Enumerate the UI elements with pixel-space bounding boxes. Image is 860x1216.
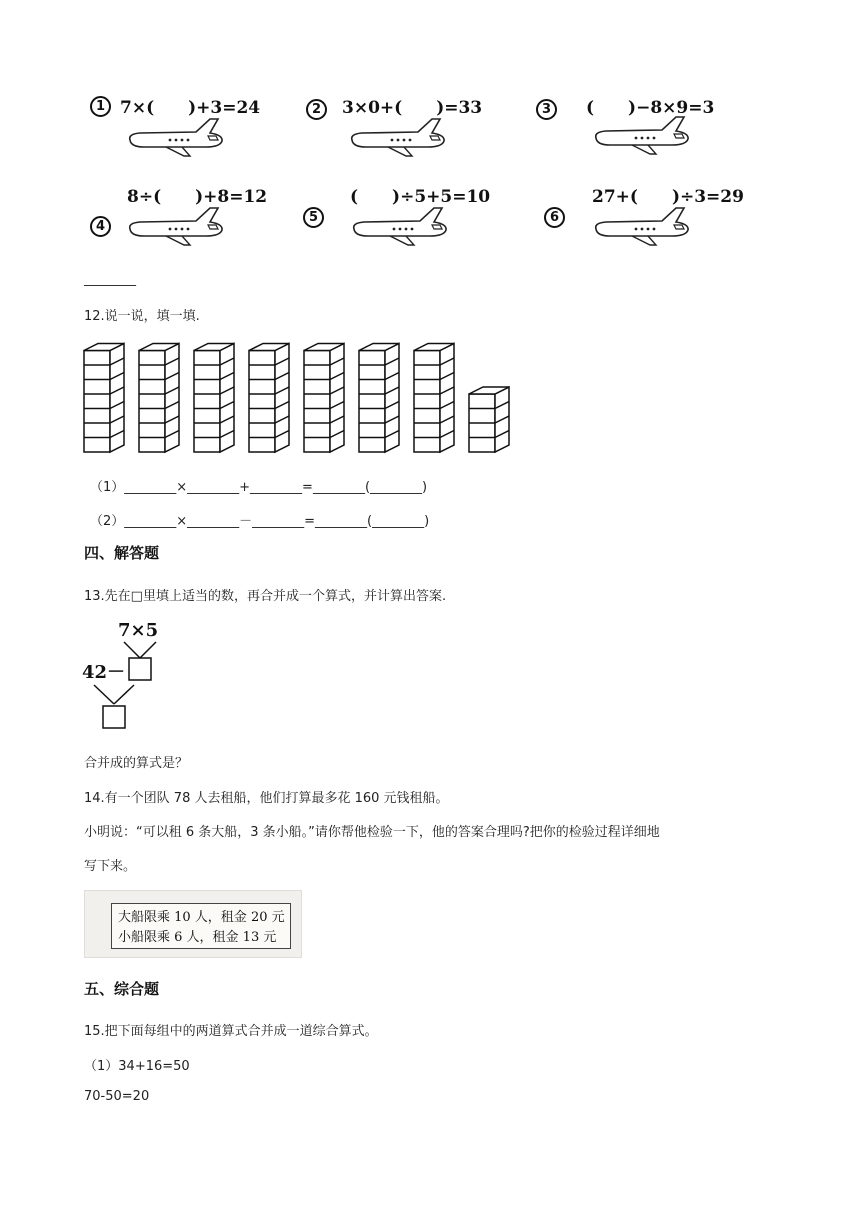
item-number-4: 4 xyxy=(90,216,111,237)
fill-line-2[interactable]: （2）________×________－________=________(________) xyxy=(90,514,430,529)
item-number-2: 2 xyxy=(306,99,327,120)
airplane-icon xyxy=(592,205,692,247)
item-number-1: 1 xyxy=(90,96,111,117)
question-15-title: 15.把下面每组中的两道算式合并成一道综合算式。 xyxy=(84,1024,378,1039)
cube-stack xyxy=(139,344,179,453)
item-number-6: 6 xyxy=(544,207,565,228)
question-13-prompt: 合并成的算式是？ xyxy=(84,756,189,771)
question-14-line-3: 写下来。 xyxy=(84,859,137,874)
section-heading-5: 五、综合题 xyxy=(84,980,160,998)
equation-6: 27+( )÷3=29 xyxy=(592,187,744,207)
cube-stack xyxy=(469,387,509,452)
tree-lines xyxy=(80,640,180,740)
item-number-5: 5 xyxy=(303,207,324,228)
airplane-icon xyxy=(126,205,226,247)
price-table xyxy=(111,903,291,949)
question-15-part1-eq2: 70-50=20 xyxy=(84,1089,150,1104)
question-13-title: 13.先在□里填上适当的数，再合并成一个算式，并计算出答案. xyxy=(84,589,447,604)
cube-stack xyxy=(359,344,399,453)
airplane-icon xyxy=(126,116,226,158)
answer-blank[interactable]: ________ xyxy=(84,272,136,287)
cube-stack xyxy=(84,344,124,453)
small-boat-info: 小船限乘 6 人，租金 13 元 xyxy=(118,930,277,945)
cube-stack xyxy=(249,344,289,453)
airplane-icon xyxy=(348,116,448,158)
question-12-title: 12.说一说，填一填. xyxy=(84,309,200,324)
item-number-3: 3 xyxy=(536,99,557,120)
question-14-line-1: 14.有一个团队 78 人去租船，他们打算最多花 160 元钱租船。 xyxy=(84,791,449,806)
question-14-line-2: 小明说：“可以租 6 条大船，3 条小船。”请你帮他检验一下，他的答案合理吗?把你的检验过程详细地 xyxy=(84,825,660,840)
equation-1: 7×( )+3=24 xyxy=(120,98,261,118)
question-15-part1-eq1: （1）34+16=50 xyxy=(84,1059,190,1074)
airplane-icon xyxy=(350,205,450,247)
equation-5: ( )÷5+5=10 xyxy=(350,187,491,207)
cube-stacks xyxy=(80,338,530,458)
airplane-icon xyxy=(592,114,692,156)
equation-3: ( )−8×9=3 xyxy=(586,98,715,118)
price-info-image xyxy=(84,890,302,958)
equation-2: 3×0+( )=33 xyxy=(342,98,483,118)
cube-stack xyxy=(304,344,344,453)
cube-stack xyxy=(414,344,454,453)
cube-stack xyxy=(194,344,234,453)
fill-line-1[interactable]: （1）________×________+________=________(________) xyxy=(90,480,428,495)
big-boat-info: 大船限乘 10 人，租金 20 元 xyxy=(118,910,285,925)
equation-4: 8÷( )+8=12 xyxy=(127,187,268,207)
top-expression: 7×5 xyxy=(118,620,159,641)
left-expression: 42－ xyxy=(82,662,126,683)
section-heading-4: 四、解答题 xyxy=(84,544,160,562)
